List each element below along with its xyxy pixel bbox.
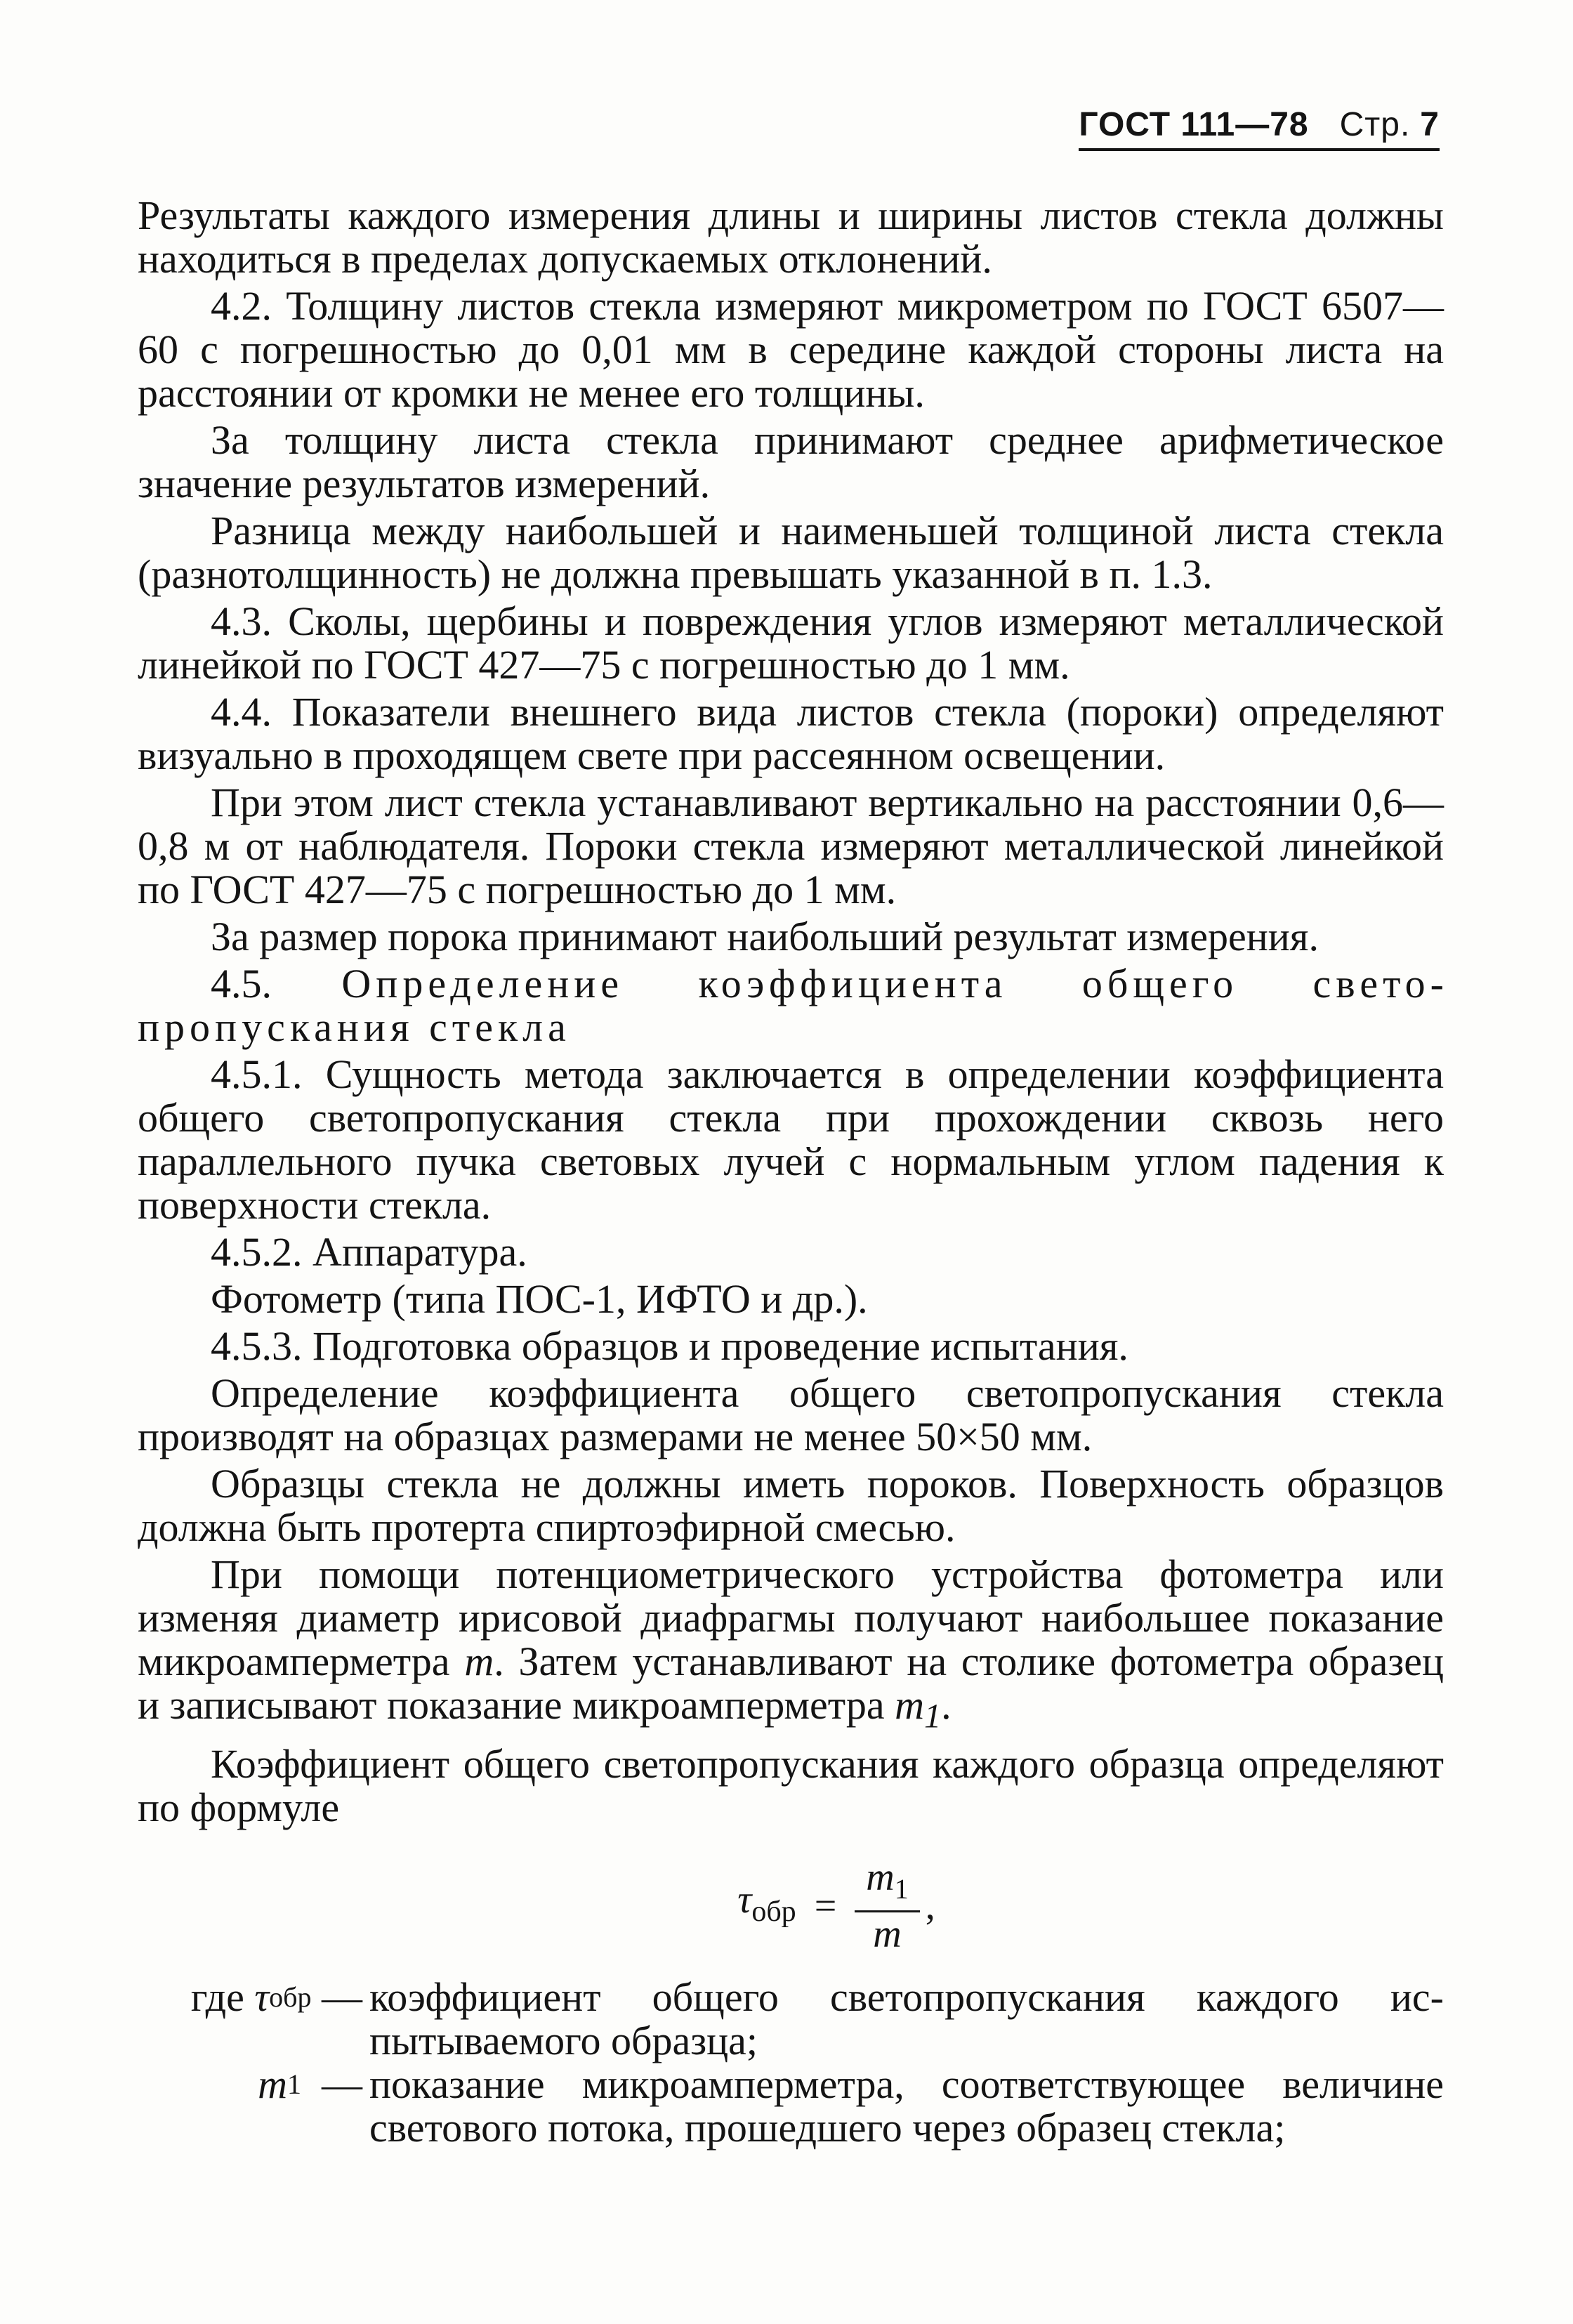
microammeter-text-start: При помощи потенциометрического устройства фотометра или изменяя диаметр ирисовой диафрагмы получают наибольшее показание микроамперметра [138,1551,1444,1684]
paragraph-thickness-difference: Разница между наибольшей и наименьшей толщиной листа стекла (разнотолщинность) не должна превышать указанной в п. 1.3. [138,508,1444,597]
legend-row-tau [138,1976,1444,2063]
section-4-5-number: 4.5. [211,961,272,1006]
microammeter-text-middle: . Затем устанавливают на столике фотометра образец и записывают показание микроамперметра [138,1639,1444,1728]
section-4-5-title: Определение коэффициента общего светопропускания стекла [138,961,1444,1050]
paragraph-4-3: 4.3. Сколы, щербины и повреждения углов измеряют металлической линейкой по ГОСТ 427—75 с погрешностью до 1 мм. [138,598,1444,688]
paragraph-4-5-2: 4.5.2. Аппаратура. [211,1229,527,1275]
formula-tau-subscript: обр [751,1896,796,1929]
paragraph-vertical-placement: При этом лист стекла устанавливают вертикально на расстоянии 0,6—0,8 м от наблюдателя. Пороки стекла измеряют металлической линейкой по ГОСТ 427—75 с погрешностью до 1 мм. [138,780,1444,912]
paragraph-formula-intro: Коэффициент общего светопропускания каждого образца определяют по формуле [138,1740,1444,1830]
legend-row-m1 [138,2063,1444,2150]
formula-fraction [855,1856,919,1956]
legend-tau-description: коэффициент общего светопропускания каждого испытываемого образца; [369,1974,1444,2063]
standard-number: ГОСТ 111—78 [1079,106,1309,143]
legend-m1-description: показание микроамперметра, соответствующее величине светового потока, прошедшего через образец стекла; [369,2061,1444,2151]
formula-transmittance [138,1856,1444,1956]
symbol-m1 [895,1682,942,1735]
legend-tau-subscript: обр [269,1981,312,2013]
formula-comma: , [925,1884,935,1928]
paragraph-sample-size: Определение коэффициента общего светопропускания стекла производят на образцах размерами не менее 50×50 мм. [138,1370,1444,1459]
legend-m1-index: 1 [287,2068,301,2100]
symbol-m1-letter: m [895,1682,924,1728]
numerator-index: 1 [894,1872,909,1905]
numerator-m: m [866,1855,895,1899]
paragraph-4-2: 4.2. Толщину листов стекла измеряют микрометром по ГОСТ 6507—60 с погрешностью до 0,01 мм в середине каждой стороны листа на расстоянии от кромки не менее его толщины. [138,283,1444,416]
section-4-5-heading [138,962,1444,1049]
formula-tau: τ [737,1878,752,1922]
page-header [1079,105,1440,151]
paragraph-4-5-1: 4.5.1. Сущность метода заключается в определении коэффициента общего светопропускания стекла при прохождении сквозь него параллельного пучка световых лучей с нормальным углом падения к поверхности стекла. [138,1051,1444,1228]
page-indicator [1340,105,1440,144]
paragraph-sample-surface: Образцы стекла не должны иметь пороков. Поверхность образцов должна быть протерта спиртоэфирной смесью. [138,1461,1444,1550]
paragraph-results: Результаты каждого измерения длины и ширины листов стекла должны находиться в пределах допускаемых отклонений. [138,192,1444,282]
paragraph-defect-size: За размер порока принимают наибольший результат измерения. [211,914,1319,959]
legend-symbol-m1 [138,2063,369,2106]
legend-dash-tau: — [322,1974,362,2020]
page-label: Стр. [1339,106,1411,143]
paragraph-4-4: 4.4. Показатели внешнего вида листов стекла (пороки) определяют визуально в проходящем свете при рассеянном освещении. [138,689,1444,778]
symbol-m1-index: 1 [923,1698,942,1735]
formula-legend [138,1976,1444,2150]
legend-symbol-tau [138,1976,369,2019]
paragraph-photometer: Фотометр (типа ПОС-1, ИФТО и др.). [211,1276,868,1322]
microammeter-text-end: . [941,1682,952,1728]
page-number: 7 [1420,106,1440,143]
legend-tau: τ [254,1974,270,2020]
document-body [138,194,1444,2150]
legend-m1-letter: m [258,2061,287,2107]
formula-numerator [855,1856,919,1912]
symbol-m: m [464,1639,494,1684]
formula-equals: = [814,1884,837,1928]
legend-dash-m1: — [322,2061,362,2107]
paragraph-4-5-3: 4.5.3. Подготовка образцов и проведение испытания. [211,1323,1128,1369]
legend-where: где [190,1974,244,2020]
formula-lhs [737,1878,796,1934]
formula-denominator: m [873,1912,902,1956]
paragraph-microammeter [138,1553,1444,1739]
paragraph-thickness-mean: За толщину листа стекла принимают среднее арифметическое значение результатов измерений. [138,417,1444,506]
